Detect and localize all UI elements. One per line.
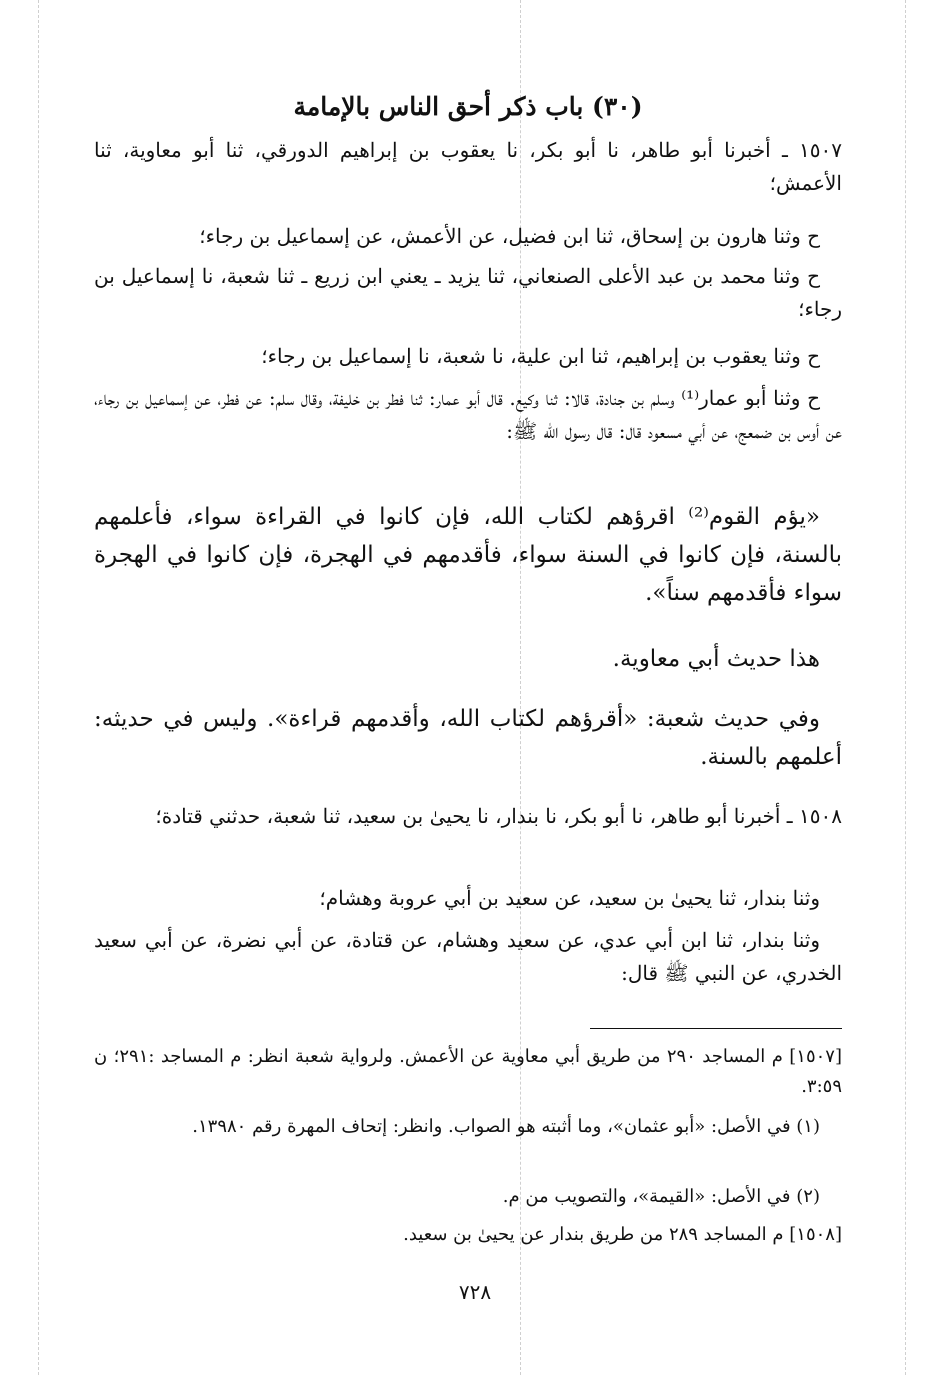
scan-artifact bbox=[38, 0, 39, 1375]
hadith-1508-isnad: ١٥٠٨ ـ أخبرنا أبو طاهر، نا أبو بكر، نا بندار، نا يحيىٰ بن سعيد، ثنا شعبة، حدثني قتادة؛ bbox=[155, 804, 842, 828]
chapter-title: (٣٠) باب ذكر أحق الناس بالإمامة bbox=[293, 92, 643, 121]
commentary: هذا حديث أبي معاوية. bbox=[612, 646, 820, 672]
commentary: وفي حديث شعبة: «أقرؤهم لكتاب الله، وأقدمهم قراءة». وليس في حديثه: أعلمهم بالسنة. bbox=[94, 706, 842, 770]
isnad-chain: ح وثنا أبو عمار⁽¹⁾ وسلم بن جنادة، قالا: ثنا وكيع. قال أبو عمار: ثنا فطر بن خليفة، وقال سلم: عن فطر، عن إسماعيل بن رجاء، عن أوس بن ضمعج، عن أبي مسعود قال: قال رسول الله ﷺ: bbox=[94, 386, 842, 443]
isnad-chain: وثنا بندار، ثنا ابن أبي عدي، عن سعيد وهشام، عن قتادة، عن أبي نضرة، عن أبي سعيد الخدري، عن النبي ﷺ قال: bbox=[94, 928, 842, 985]
isnad-chain: ح وثنا يعقوب بن إبراهيم، ثنا ابن علية، نا شعبة، نا إسماعيل بن رجاء؛ bbox=[261, 344, 820, 368]
footnote-1507: [١٥٠٧] م المساجد ٢٩٠ من طريق أبي معاوية عن الأعمش. ولرواية شعبة انظر: م المساجد :٢٩١؛ ن ٣:٥٩. bbox=[94, 1046, 842, 1097]
scan-artifact bbox=[905, 0, 906, 1375]
footnote-2: (٢) في الأصل: «القيمة»، والتصويب من م. bbox=[502, 1186, 820, 1207]
page-number: ٧٢٨ bbox=[458, 1280, 492, 1304]
hadith-matn: «يؤم القوم⁽²⁾ اقرؤهم لكتاب الله، فإن كانوا في القراءة سواء، فأعلمهم بالسنة، فإن كانوا في السنة سواء، فأقدمهم في الهجرة، فإن كانوا في الهجرة سواء فأقدمهم سناً». bbox=[94, 504, 842, 606]
isnad-chain: ح وثنا محمد بن عبد الأعلى الصنعاني، ثنا يزيد ـ يعني ابن زريع ـ ثنا شعبة، نا إسماعيل بن رجاء؛ bbox=[94, 264, 842, 321]
isnad-chain: ح وثنا هارون بن إسحاق، ثنا ابن فضيل، عن الأعمش، عن إسماعيل بن رجاء؛ bbox=[199, 224, 820, 248]
hadith-1507-isnad: ١٥٠٧ ـ أخبرنا أبو طاهر، نا أبو بكر، نا يعقوب بن إبراهيم الدورقي، ثنا أبو معاوية، ثنا الأعمش؛ bbox=[94, 138, 842, 195]
isnad-chain: وثنا بندار، ثنا يحيىٰ بن سعيد، عن سعيد بن أبي عروبة وهشام؛ bbox=[319, 886, 820, 910]
footnote-1: (١) في الأصل: «أبو عثمان»، وما أثبته هو الصواب. وانظر: إتحاف المهرة رقم ١٣٩٨٠. bbox=[192, 1116, 820, 1137]
scan-artifact bbox=[520, 0, 521, 1375]
footnote-1508: [١٥٠٨] م المساجد ٢٨٩ من طريق بندار عن يحيىٰ بن سعيد. bbox=[403, 1224, 842, 1245]
footnote-divider bbox=[590, 1028, 842, 1029]
